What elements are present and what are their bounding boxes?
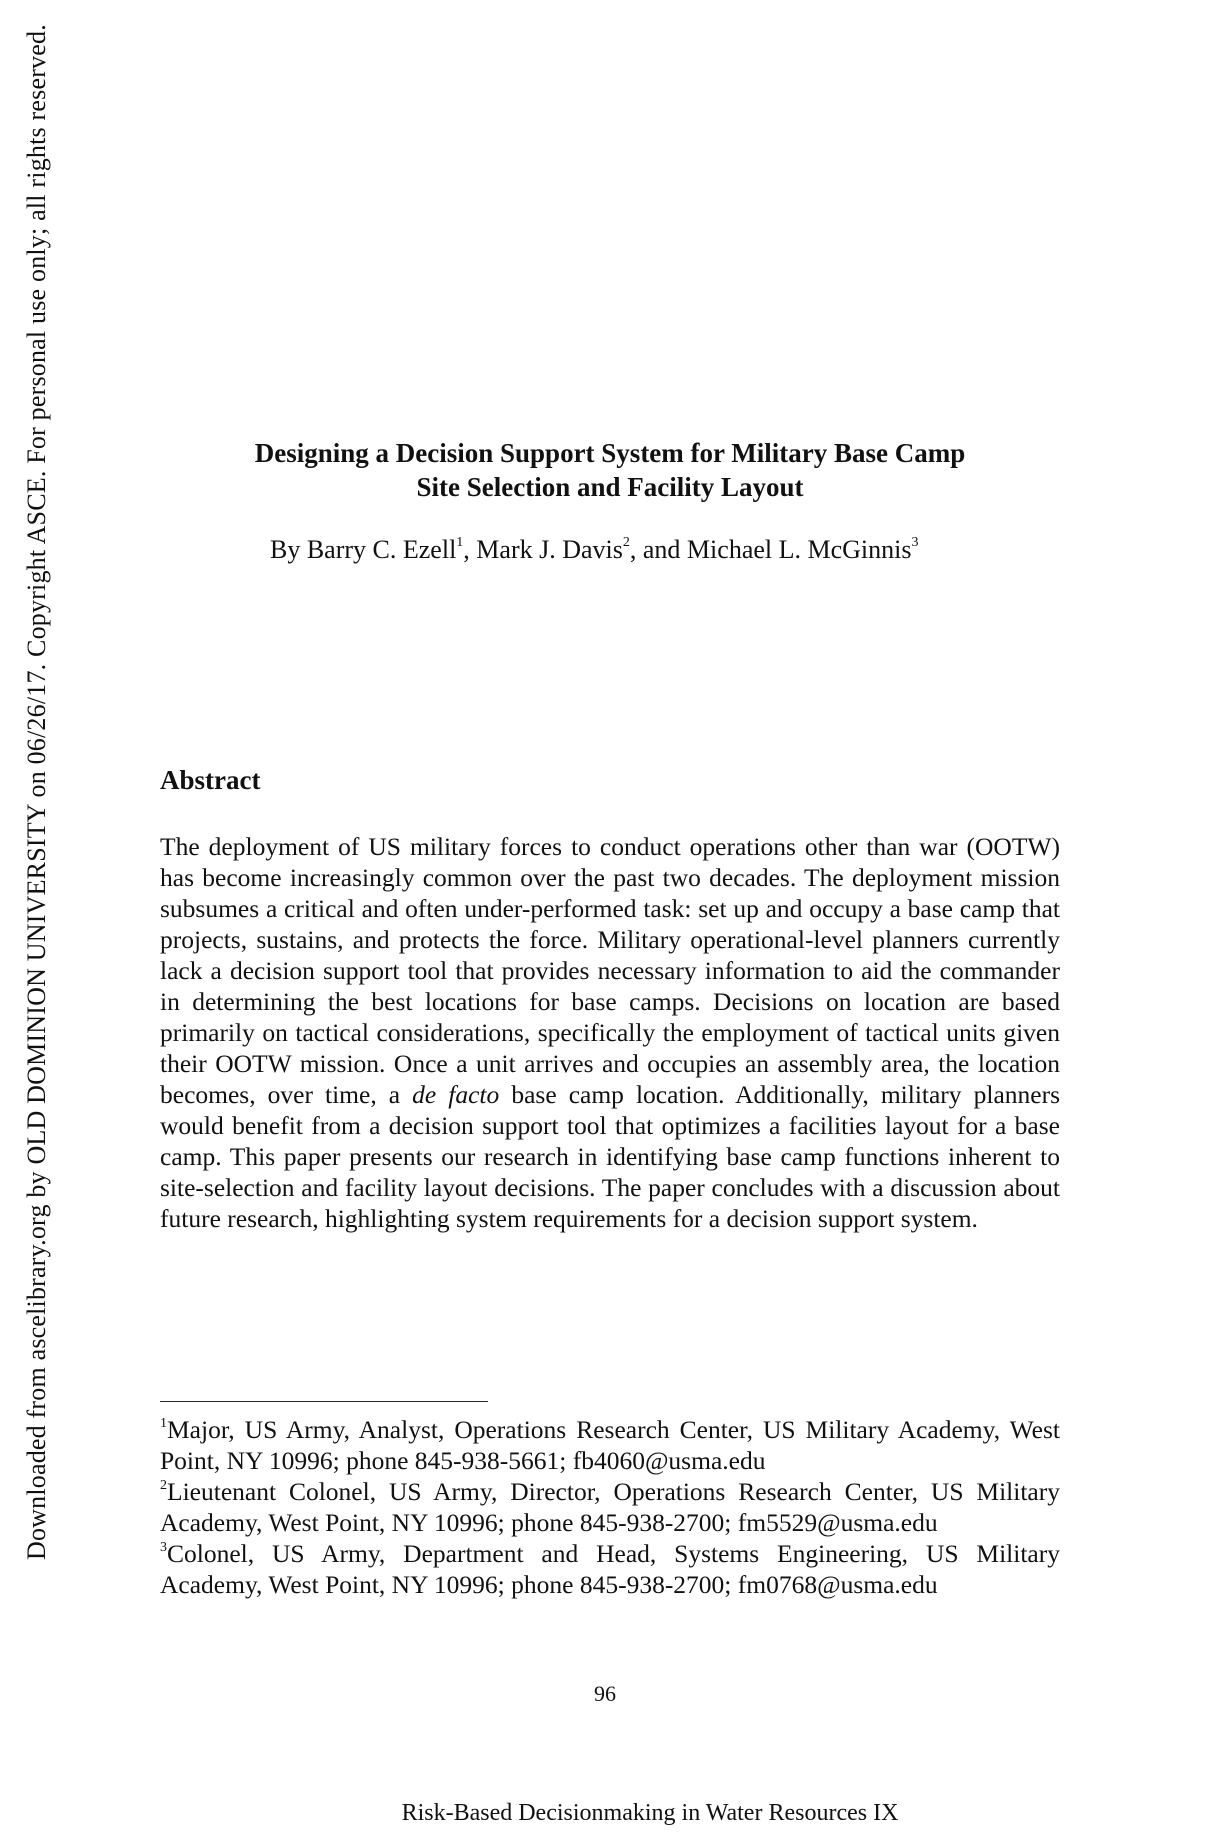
download-notice: Downloaded from ascelibrary.org by OLD DOMINION UNIVERSITY on 06/26/17. Copyright ASCE. For personal use only; all rights reserved. (22, 24, 51, 1560)
title-line-2: Site Selection and Facility Layout (416, 472, 804, 502)
author-2-marker: 2 (622, 535, 630, 551)
author-2: , Mark J. Davis (463, 535, 623, 564)
footnote-1 (160, 1414, 1060, 1476)
footnote-3 (160, 1538, 1060, 1600)
footnote-divider (160, 1401, 488, 1402)
abstract-italic-term: de facto (412, 1080, 500, 1109)
footnote-2 (160, 1476, 1060, 1538)
paper-title (160, 436, 1060, 504)
footnotes (160, 1414, 1060, 1600)
author-1: By Barry C. Ezell (270, 535, 457, 564)
author-1-marker: 1 (456, 535, 464, 551)
author-3-marker: 3 (911, 535, 919, 551)
abstract-text-part-1: The deployment of US military forces to conduct operations other than war (OOTW) has become increasingly common over the past two decades. The deployment mission subsumes a critical and often under-performed task: set up and occupy a base camp that projects, sustains, and protects the force. Military operational-level planners currently lack a decision support tool that provides necessary information to aid the commander in determining the best locations for base camps. Decisions on location are based primarily on tactical considerations, specifically the employment of tactical units given their OOTW mission. Once a unit arrives and occupies an assembly area, the location becomes, over time, a (160, 832, 1060, 1109)
author-3: , and Michael L. McGinnis (629, 535, 912, 564)
footnote-1-text: Major, US Army, Analyst, Operations Research Center, US Military Academy, West Point, NY 10996; phone 845-938-5661; fb4060@usma.edu (160, 1415, 1060, 1475)
footnote-3-marker: 3 (160, 1539, 167, 1555)
footnote-1-marker: 1 (160, 1415, 167, 1431)
footnote-2-text: Lieutenant Colonel, US Army, Director, Operations Research Center, US Military Academy, West Point, NY 10996; phone 845-938-2700; fm5529@usma.edu (160, 1477, 1060, 1537)
page-number: 96 (594, 1681, 616, 1706)
abstract-body (160, 831, 1060, 1234)
author-line (270, 534, 919, 566)
footnote-2-marker: 2 (160, 1477, 167, 1493)
abstract-text-part-2: base camp location. Additionally, military planners would benefit from a decision support tool that optimizes a facilities layout for a base camp. This paper presents our research in identifying base camp functions inherent to site-selection and facility layout decisions. The paper concludes with a discussion about future research, highlighting system requirements for a decision support system. (160, 1080, 1060, 1233)
title-line-1: Designing a Decision Support System for Military Base Camp (254, 438, 966, 468)
abstract-heading: Abstract (160, 765, 261, 795)
footnote-3-text: Colonel, US Army, Department and Head, Systems Engineering, US Military Academy, West Point, NY 10996; phone 845-938-2700; fm0768@usma.edu (160, 1539, 1060, 1599)
running-footer: Risk-Based Decisionmaking in Water Resources IX (401, 1800, 899, 1826)
